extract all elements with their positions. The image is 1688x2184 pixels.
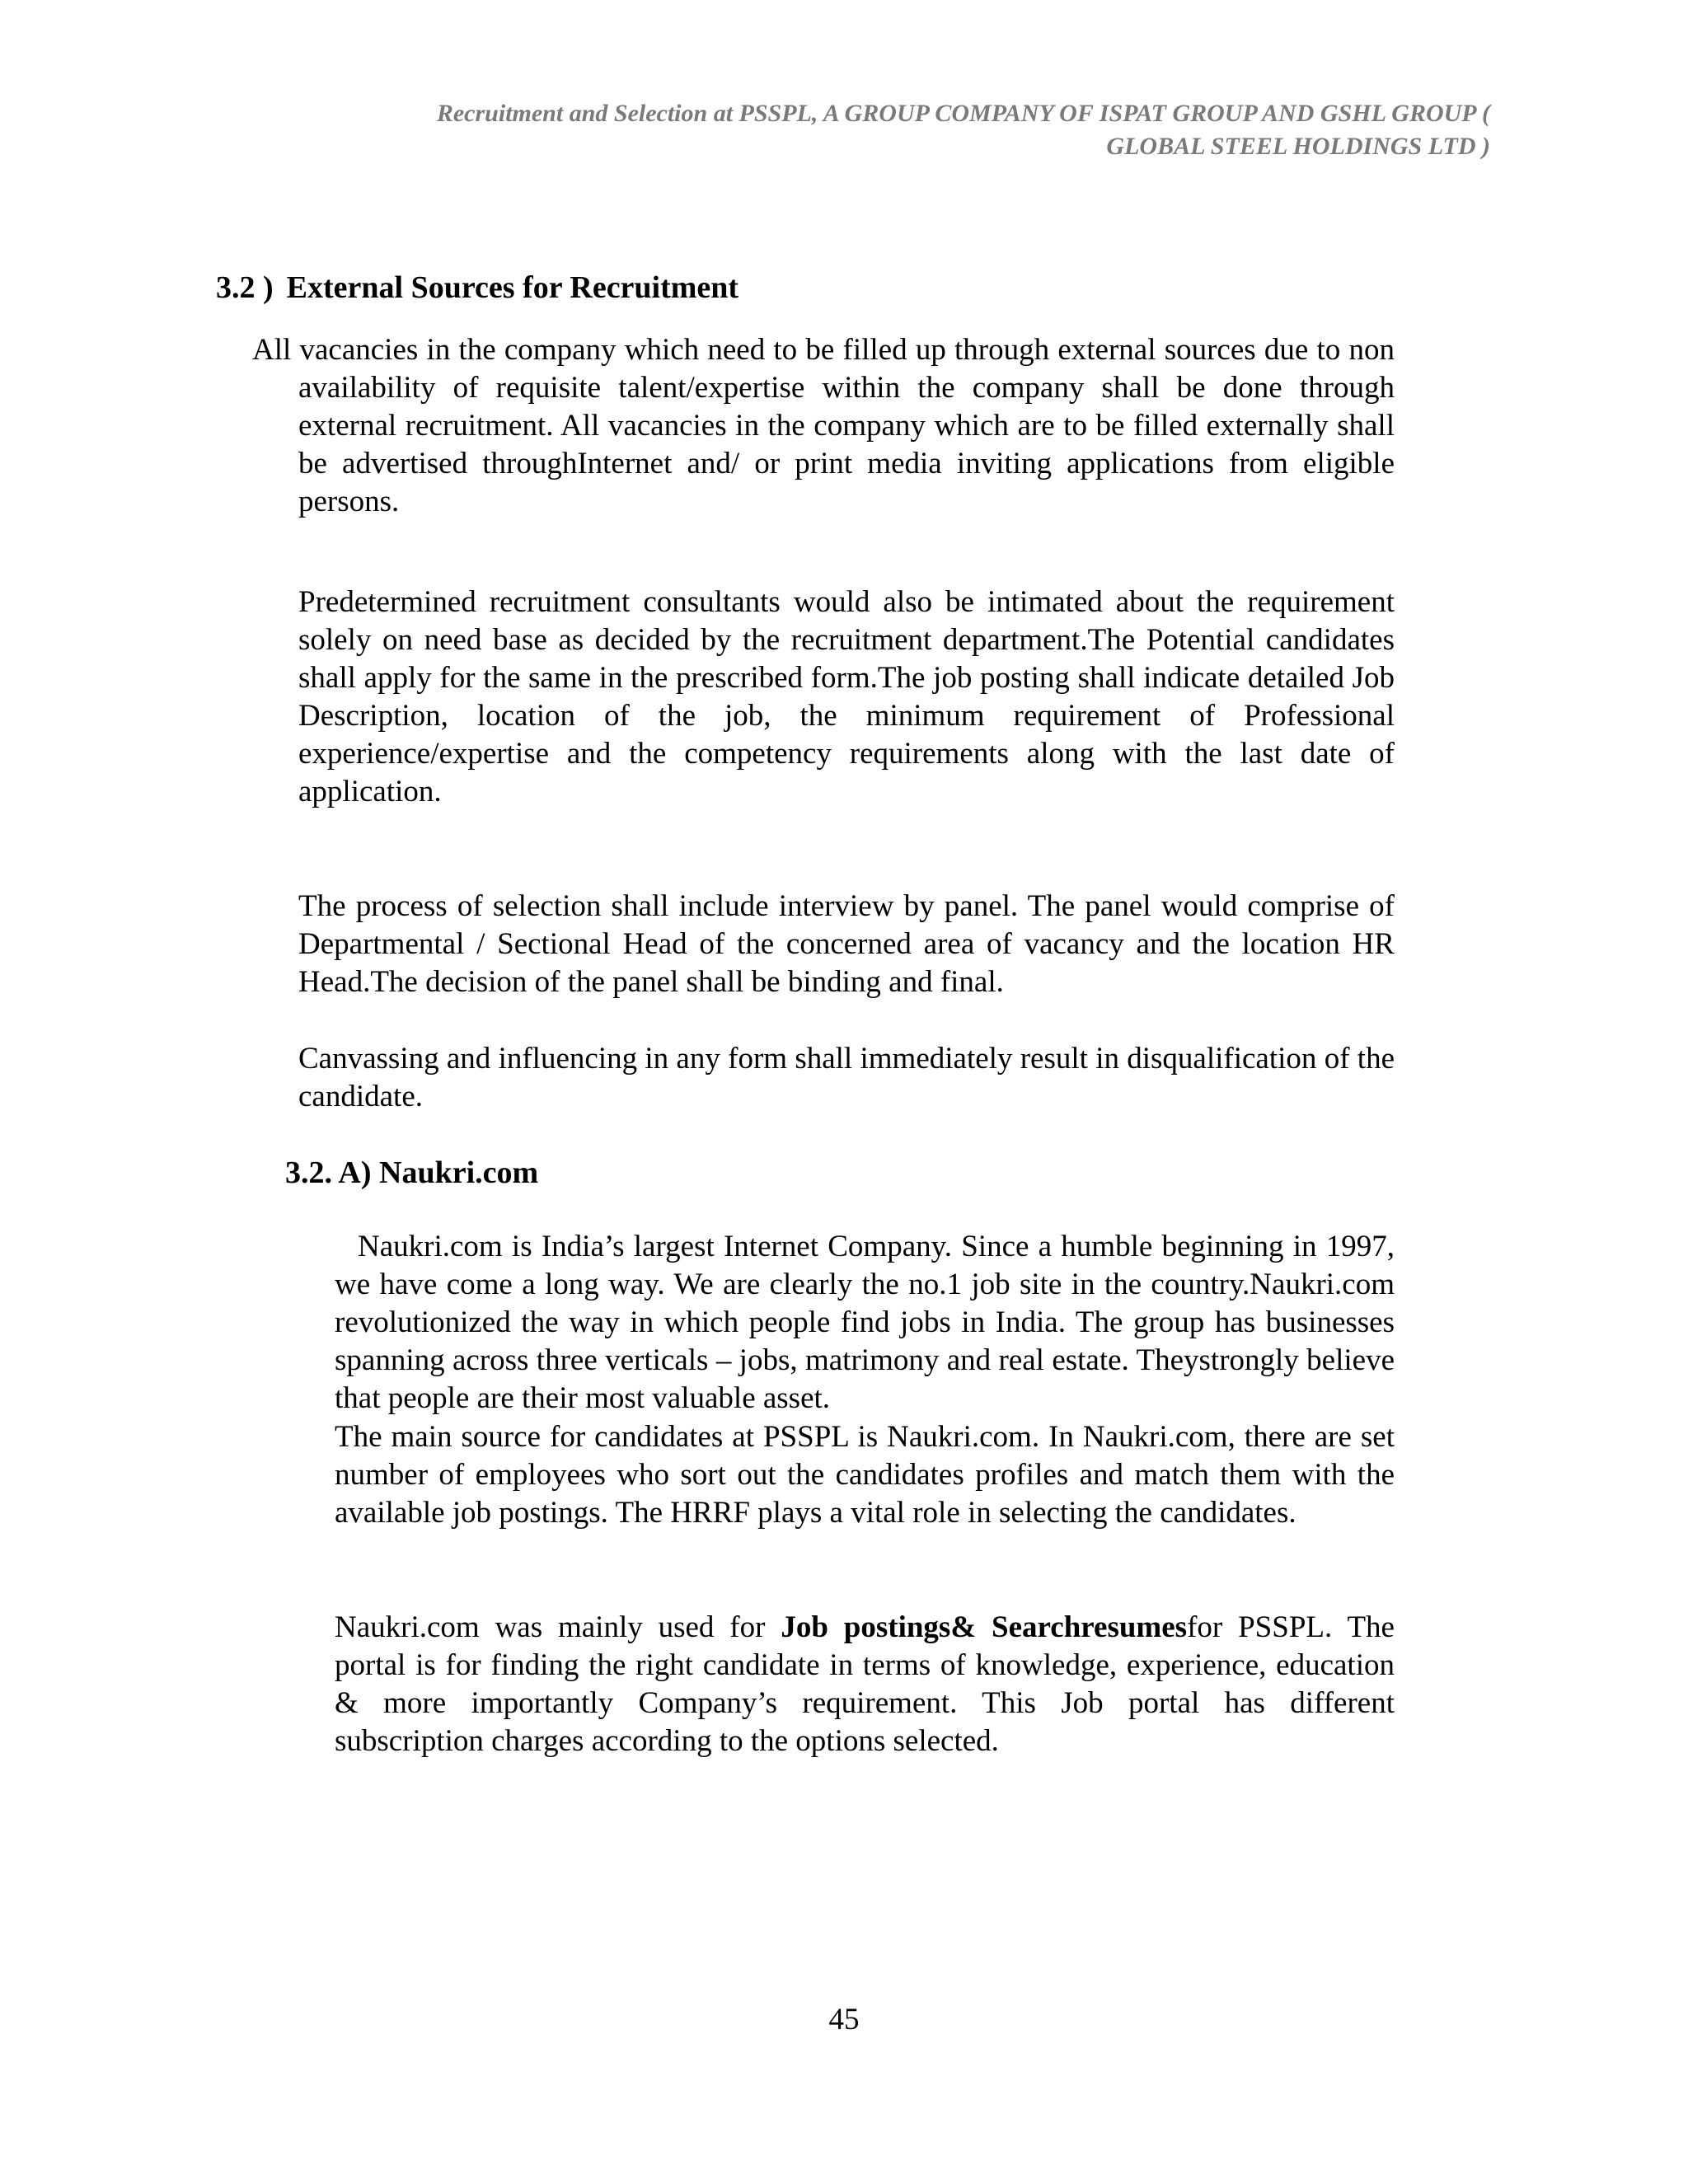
running-header-line-2: GLOBAL STEEL HOLDINGS LTD ) bbox=[1106, 133, 1490, 160]
naukri-usage-text-start: Naukri.com was mainly used for bbox=[335, 1610, 781, 1644]
running-header bbox=[171, 97, 1490, 163]
page-number: 45 bbox=[828, 2003, 860, 2036]
naukri-usage-bold-text: Job postings& Searchresumes bbox=[781, 1610, 1188, 1644]
naukri-usage-paragraph bbox=[335, 1609, 1395, 1760]
naukri-source-paragraph: The main source for candidates at PSSPL is Naukri.com. In Naukri.com, there are set number of employees who sort out the candidates profiles and match them with the available job postings. The HRRF plays a vital role in selecting the candidates. bbox=[335, 1420, 1395, 1530]
running-header-line-1: Recruitment and Selection at PSSPL, A GROUP COMPANY OF ISPAT GROUP AND GSHL GROUP ( bbox=[436, 100, 1490, 127]
subsection-heading: 3.2. A) Naukri.com bbox=[285, 1155, 539, 1190]
section-heading bbox=[216, 269, 738, 307]
section-number: 3.2 ) bbox=[216, 270, 274, 305]
canvassing-paragraph: Canvassing and influencing in any form shall immediately result in disqualification of the candidate. bbox=[298, 1042, 1395, 1113]
consultants-paragraph: Predetermined recruitment consultants would also be intimated about the requirement solely on need base as decided by the recruitment department.The Potential candidates shall apply for the same in the prescribed form.The job posting shall indicate detailed Job Description, location of the job, the minimum requirement of Professional experience/expertise and the competency requirements along with the last date of application. bbox=[298, 585, 1395, 808]
intro-paragraph: All vacancies in the company which need to be filled up through external sources due to non availability of requisite talent/expertise within the company shall be done through external recruitment. All vacancies in the company which are to be filled externally shall be advertised throughInternet and/ or print media inviting applications from eligible persons. bbox=[252, 333, 1395, 518]
naukri-intro-paragraph: Naukri.com is India’s largest Internet Company. Since a humble beginning in 1997, we have come a long way. We are clearly the no.1 job site in the country.Naukri.com revolutionized the way in which people find jobs in India. The group has businesses spanning across three verticals – jobs, matrimony and real estate. Theystrongly believe that people are their most valuable asset. bbox=[335, 1230, 1395, 1415]
section-title: External Sources for Recruitment bbox=[286, 270, 739, 305]
selection-process-paragraph: The process of selection shall include interview by panel. The panel would comprise of Departmental / Sectional Head of the concerned area of vacancy and the location HR Head.The decision of the panel shall be binding and final. bbox=[298, 889, 1395, 999]
naukri-usage-text-end: for PSSPL. The portal is for finding the right candidate in terms of knowledge, experience, education & more importantly Company’s requirement. This Job portal has different subscription charges according to the options selected. bbox=[335, 1610, 1395, 1758]
